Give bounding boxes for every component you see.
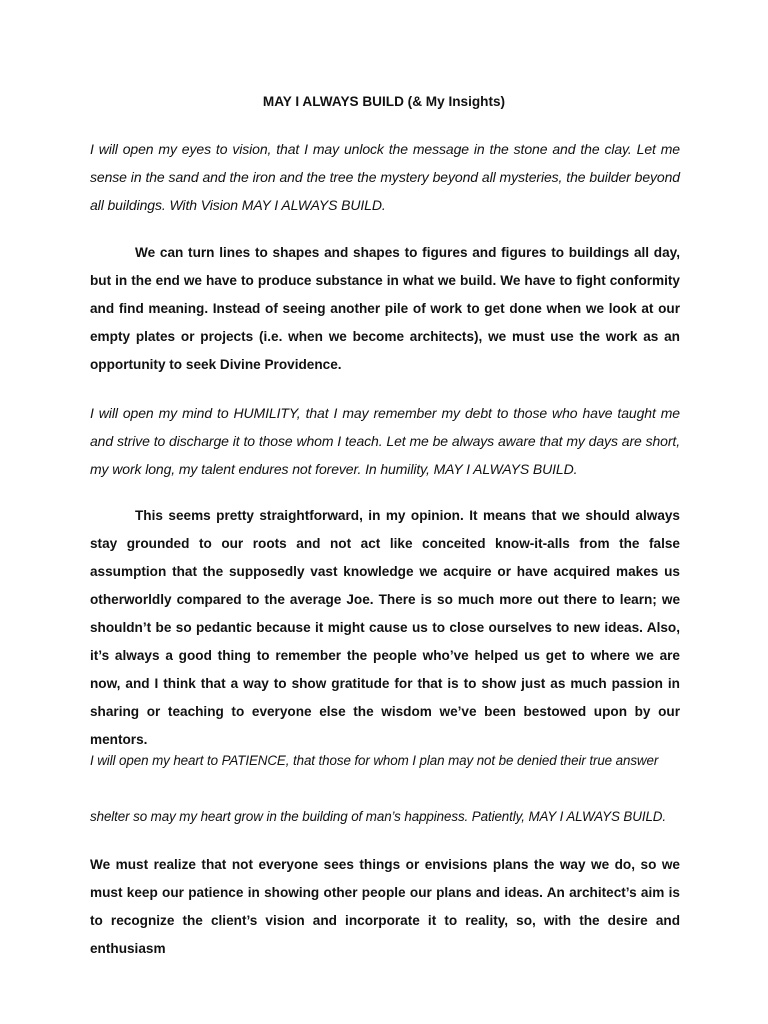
- paragraph-patience-creed-line1: I will open my heart to PATIENCE, that those for whom I plan may not be denied their true answer: [90, 753, 659, 768]
- paragraph-humility-creed: I will open my mind to HUMILITY, that I may remember my debt to those who have taught me and strive to discharge it to those whom I teach. Let me be always aware that my days are short, my work long, my talent endures not forever. In humility, MAY I ALWAYS BUILD.: [90, 405, 680, 477]
- paragraph-vision-creed: I will open my eyes to vision, that I may unlock the message in the stone and the clay. Let me sense in the sand and the iron and the tree the mystery beyond all mysteries, the builder beyond all buildings. With Vision MAY I ALWAYS BUILD.: [90, 141, 680, 213]
- paragraph-humility-insight: This seems pretty straightforward, in my opinion. It means that we should always stay grounded to our roots and not act like conceited know-it-alls from the false assumption that the supposedly vast knowledge we acquire or have acquired makes us otherworldly compared to the average Joe. There is so much more out there to learn; we shouldn’t be so pedantic because it might cause us to close ourselves to new ideas. Also, it’s always a good thing to remember the people who’ve helped us get to where we are now, and I think that a way to show gratitude for that is to show just as much passion in sharing or teaching to everyone else the wisdom we’ve been bestowed upon by our mentors.: [90, 508, 680, 747]
- paragraph-patience-creed-line2: shelter so may my heart grow in the building of man’s happiness. Patiently, MAY I ALWAYS BUILD.: [90, 809, 666, 824]
- paragraph-vision-insight: We can turn lines to shapes and shapes to figures and figures to buildings all day, but in the end we have to produce substance in what we build. We have to fight conformity and find meaning. Instead of seeing another pile of work to get done when we look at our empty plates or projects (i.e. when we become architects), we must use the work as an opportunity to seek Divine Providence.: [90, 245, 680, 372]
- paragraph-patience-insight: We must realize that not everyone sees things or envisions plans the way we do, so we must keep our patience in showing other people our plans and ideas. An architect’s aim is to recognize the client’s vision and incorporate it to reality, so, with the desire and enthusiasm: [90, 857, 680, 956]
- document-title: MAY I ALWAYS BUILD (& My Insights): [262, 94, 506, 109]
